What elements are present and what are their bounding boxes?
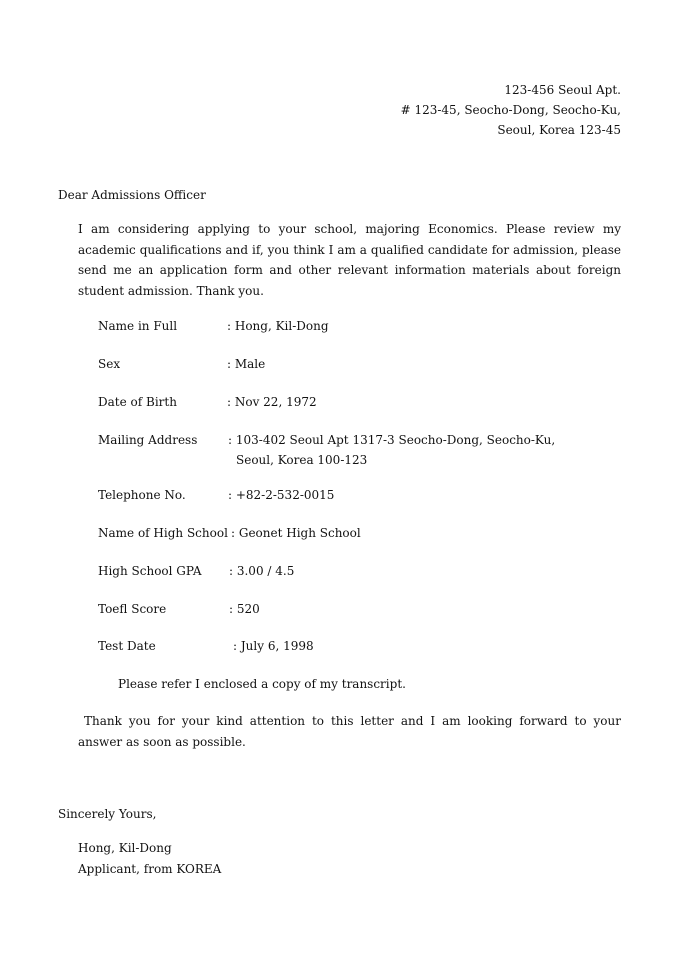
info-value-phone: : +82-2-532-0015	[228, 488, 335, 502]
info-value-test-date: : July 6, 1998	[233, 639, 314, 653]
info-value-gpa: : 3.00 / 4.5	[229, 564, 295, 578]
info-label-gpa: High School GPA	[98, 564, 202, 578]
info-value-high-school: : Geonet High School	[231, 526, 361, 540]
info-label-high-school: Name of High School	[98, 526, 228, 540]
thanks-paragraph: Thank you for your kind attention to this letter and I am looking forward to your answer as soon as possible.	[78, 714, 621, 749]
info-label-dob: Date of Birth	[98, 395, 177, 409]
info-value-toefl: : 520	[229, 602, 260, 616]
transcript-note: Please refer I enclosed a copy of my transcript.	[118, 677, 406, 691]
info-label-phone: Telephone No.	[98, 488, 186, 502]
sender-address-line-2: # 123-45, Seocho-Dong, Seocho-Ku,	[400, 103, 621, 117]
sender-address	[401, 80, 621, 140]
salutation: Dear Admissions Officer	[58, 188, 206, 202]
info-label-name: Name in Full	[98, 319, 178, 333]
info-label-address: Mailing Address	[98, 433, 198, 447]
info-value-address: : 103-402 Seoul Apt 1317-3 Seocho-Dong, Seocho-Ku,	[228, 433, 556, 447]
intro-paragraph: I am considering applying to your school, majoring Economics. Please review my academic qualifications and if, you think I am a qualified candidate for admission, please send me an application form and other relevant information materials about foreign student admission. Thank you.	[78, 222, 621, 298]
info-label-sex: Sex	[98, 357, 121, 371]
signature	[78, 838, 221, 880]
signature-name: Hong, Kil-Dong	[78, 841, 172, 855]
sender-address-line-3: Seoul, Korea 123-45	[497, 123, 621, 137]
sender-address-line-1: 123-456 Seoul Apt.	[504, 83, 621, 97]
info-value-address-line-2: Seoul, Korea 100-123	[236, 453, 368, 467]
info-label-test-date: Test Date	[98, 639, 156, 653]
closing: Sincerely Yours,	[58, 807, 157, 821]
signature-title: Applicant, from KOREA	[78, 862, 222, 876]
info-value-name: : Hong, Kil-Dong	[227, 319, 329, 333]
info-label-toefl: Toefl Score	[98, 602, 167, 616]
info-value-dob: : Nov 22, 1972	[227, 395, 317, 409]
info-value-sex: : Male	[227, 357, 266, 371]
